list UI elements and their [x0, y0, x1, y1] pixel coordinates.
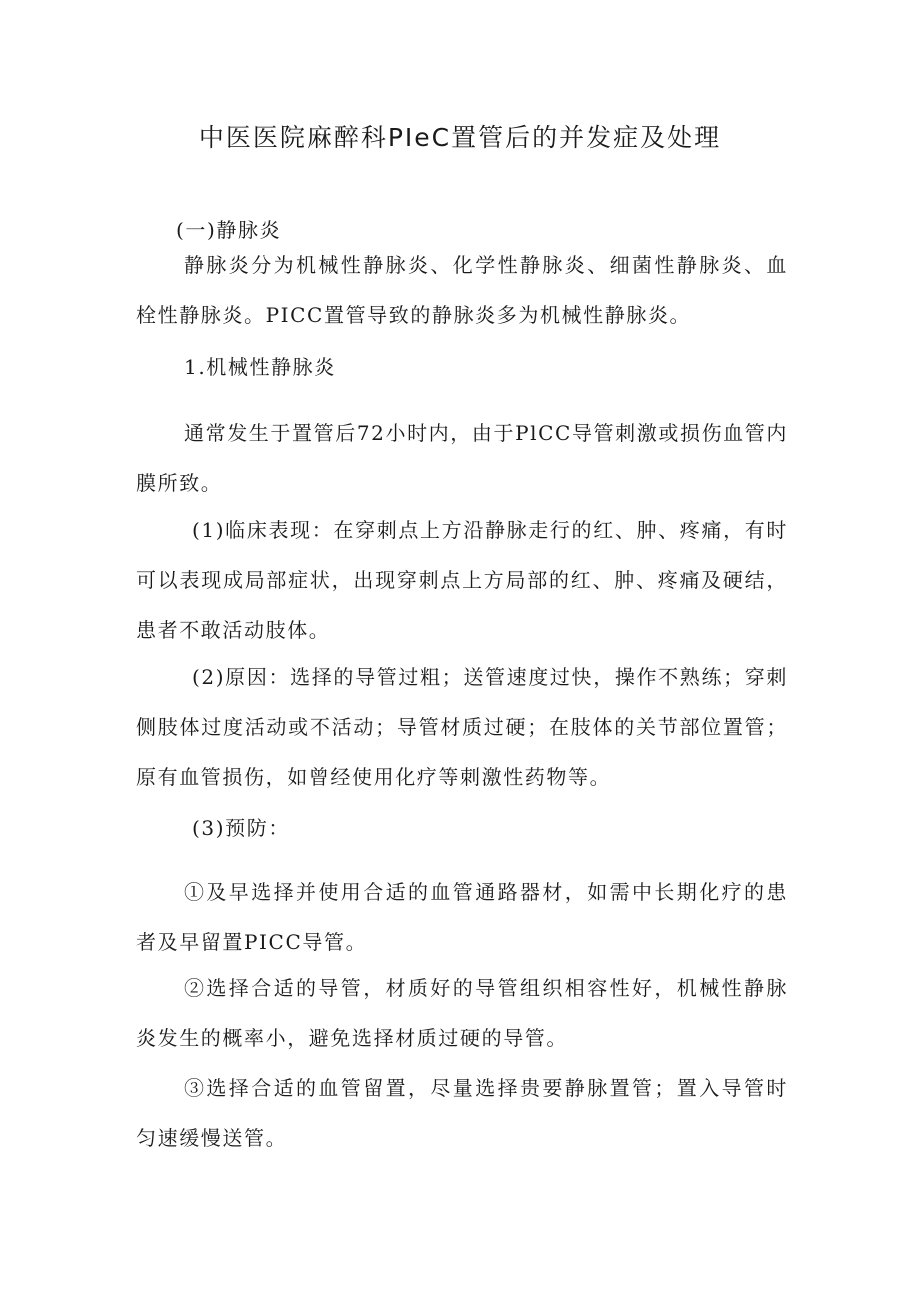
paragraph-phlebitis-types: 静脉炎分为机械性静脉炎、化学性静脉炎、细菌性静脉炎、血栓性静脉炎。PICC置管导致的静脉炎多为机械性静脉炎。: [136, 253, 788, 327]
section-heading-phlebitis: (一)静脉炎: [176, 218, 282, 242]
subsection-heading-mechanical: 1.机械性静脉炎: [184, 355, 336, 379]
document-title: 中医医院麻醉科PIeC置管后的并发症及处理: [198, 123, 722, 152]
paragraph-onset-cause: 通常发生于置管后72小时内，由于PlCC导管刺激或损伤血管内膜所致。: [136, 421, 788, 495]
paragraph-causes: (2)原因：选择的导管过粗；送管速度过快，操作不熟练；穿刺侧肢体过度活动或不活动；导管材质过硬；在肢体的关节部位置管；原有血管损伤，如曾经使用化疗等刺激性药物等。: [136, 665, 788, 789]
prevention-item-1: ①及早选择并使用合适的血管通路器材，如需中长期化疗的患者及早留置PICC导管。: [136, 880, 788, 954]
prevention-item-3: ③选择合适的血管留置，尽量选择贵要静脉置管；置入导管时匀速缓慢送管。: [136, 1076, 788, 1150]
paragraph-clinical-presentation: (1)临床表现：在穿刺点上方沿静脉走行的红、肿、疼痛，有时可以表现成局部症状，出现穿刺点上方局部的红、肿、疼痛及硬结，患者不敢活动肢体。: [136, 518, 788, 642]
prevention-item-2: ②选择合适的导管，材质好的导管组织相容性好，机械性静脉炎发生的概率小，避免选择材质过硬的导管。: [136, 976, 788, 1050]
prevention-heading: (3)预防：: [192, 816, 290, 840]
